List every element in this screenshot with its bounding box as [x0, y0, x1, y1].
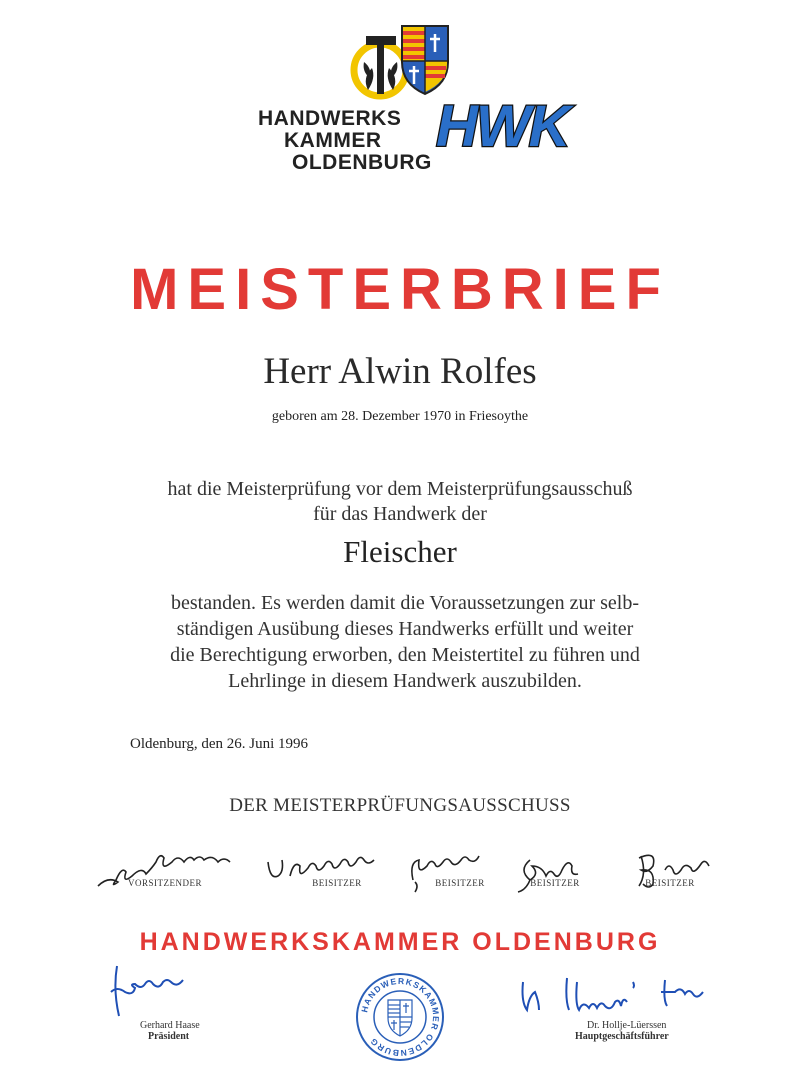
org-line-3: OLDENBURG	[292, 151, 432, 174]
hwk-logo-lettering	[430, 96, 580, 156]
manager-block	[575, 1020, 669, 1042]
president-name: Gerhard Haase	[140, 1020, 200, 1031]
handwritten-signature	[90, 848, 260, 898]
president-title: Präsident	[148, 1031, 190, 1042]
exam-statement-line: hat die Meisterprüfung vor dem Meisterprüfungsausschuß	[167, 478, 633, 500]
signature-role: BEISITZER	[530, 878, 580, 888]
birth-info: geboren am 28. Dezember 1970 in Friesoythe	[271, 409, 529, 424]
signature-role: BEISITZER	[645, 878, 695, 888]
org-line-1: HANDWERKS	[258, 107, 402, 130]
svg-text:HWK: HWK	[436, 96, 569, 156]
signature-role: VORSITZENDER	[128, 878, 202, 888]
chamber-seal	[355, 972, 445, 1062]
qualification-line: Lehrlinge in diesem Handwerk auszubilden.	[228, 670, 582, 692]
signature-chairman	[90, 848, 240, 898]
org-line-2: KAMMER	[284, 129, 382, 152]
manager-name: Dr. Hollje-Lüerssen	[587, 1020, 667, 1031]
signature-role: BEISITZER	[435, 878, 485, 888]
committee-heading: DER MEISTERPRÜFUNGSAUSSCHUSS	[229, 795, 571, 816]
qualification-line: ständigen Ausübung dieses Handwerks erfüllt und weiter	[176, 618, 634, 640]
president-signature	[105, 962, 215, 1022]
exam-statement	[0, 477, 800, 527]
org-name-block	[258, 108, 432, 174]
qualification-line: die Berechtigung erworben, den Meistertitel zu führen und	[170, 644, 640, 666]
qualification-statement	[130, 590, 680, 694]
handwritten-signature	[595, 848, 745, 898]
chamber-name: HANDWERKSKAMMER OLDENBURG	[139, 928, 661, 956]
signature-assessor-4	[595, 848, 745, 898]
qualification-line: bestanden. Es werden damit die Voraussetzungen zur selb-	[170, 592, 640, 614]
svg-text:HANDWERKSKAMMER OLDENBURG: HANDWERKSKAMMER OLDENBURG	[359, 975, 442, 1059]
manager-signature	[515, 972, 735, 1022]
recipient-name: Herr Alwin Rolfes	[263, 351, 537, 392]
signature-role: BEISITZER	[312, 878, 362, 888]
manager-title: Hauptgeschäftsführer	[575, 1031, 669, 1042]
place-and-date: Oldenburg, den 26. Juni 1996	[130, 736, 309, 752]
exam-statement-line: für das Handwerk der	[313, 503, 487, 525]
president-block	[140, 1020, 200, 1042]
certificate-title: MEISTERBRIEF	[130, 257, 670, 322]
trade-name: Fleischer	[343, 534, 457, 569]
